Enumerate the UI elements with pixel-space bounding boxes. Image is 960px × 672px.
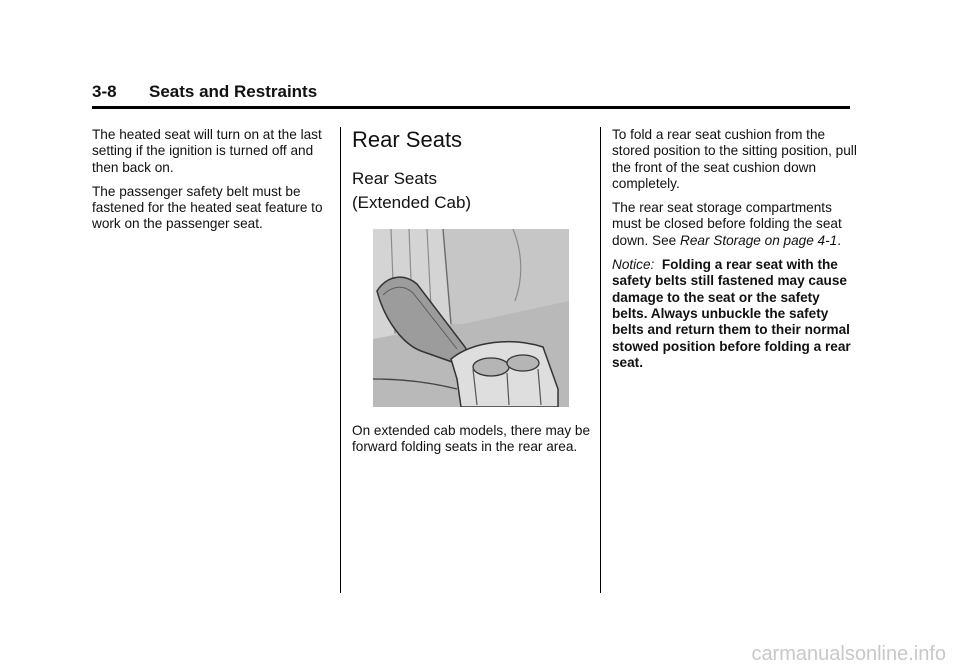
rear-storage-link[interactable]: Rear Storage on page 4-1 [680, 232, 838, 248]
notice-label: Notice: [612, 257, 655, 273]
column-divider-right [600, 127, 601, 593]
page-header [92, 80, 850, 109]
rear-seats-extended-cab-heading [352, 167, 592, 215]
watermark: carmanualsonline.info [751, 643, 946, 665]
storage-text-end: . [837, 232, 841, 248]
section-title: Seats and Restraints [149, 82, 318, 101]
paragraph-storage-compartments [612, 200, 857, 249]
subheading-line-2: (Extended Cab) [352, 193, 472, 212]
rear-seats-heading: Rear Seats [352, 127, 463, 152]
column-middle [352, 127, 592, 464]
subheading-line-1: Rear Seats [352, 169, 438, 188]
paragraph-heated-seat-setting: The heated seat will turn on at the last setting if the ignition is turned off and then back on. [92, 127, 322, 175]
paragraph-passenger-belt: The passenger safety belt must be fastened for the heated seat feature to work on the passenger seat. [92, 183, 323, 232]
column-left [92, 127, 327, 241]
notice-text: Folding a rear seat with the safety belts still fastened may cause damage to the seat or the safety belts. Always unbuckle the safety belts and return them to their normal stowed position before folding a rear seat. [612, 257, 851, 370]
storage-text: The rear seat storage compartments must be closed before folding the seat down. See [612, 200, 842, 248]
column-divider-left [340, 127, 341, 593]
notice-paragraph [612, 257, 857, 371]
paragraph-fold-cushion: To fold a rear seat cushion from the stored position to the sitting position, pull the front of the seat cushion down completely. [612, 127, 857, 191]
rear-seat-illustration [373, 229, 569, 407]
column-right [612, 127, 857, 379]
page-number: 3-8 [92, 82, 117, 101]
paragraph-extended-cab: On extended cab models, there may be forward folding seats in the rear area. [352, 423, 591, 455]
